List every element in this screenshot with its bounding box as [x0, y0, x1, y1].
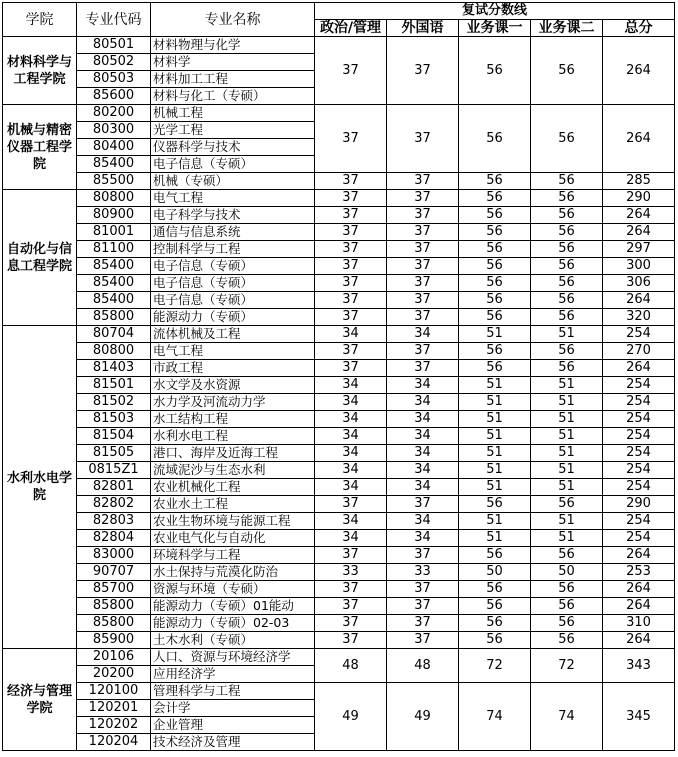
- table-row: [3, 224, 675, 241]
- total-score-cell: 264: [603, 632, 675, 649]
- major-code-cell: 85800: [77, 615, 151, 632]
- major-name-cell: 市政工程: [151, 360, 315, 377]
- politics-score-cell: 48: [315, 649, 387, 683]
- table-row: [3, 479, 675, 496]
- foreign-score-cell: 34: [387, 513, 459, 530]
- politics-score-cell: 49: [315, 683, 387, 751]
- total-score-cell: 254: [603, 513, 675, 530]
- course1-score-cell: 56: [459, 190, 531, 207]
- major-name-cell: 材料加工工程: [151, 71, 315, 88]
- course1-score-cell: 56: [459, 343, 531, 360]
- major-code-cell: 81505: [77, 445, 151, 462]
- major-code-cell: 81403: [77, 360, 151, 377]
- major-code-cell: 80900: [77, 207, 151, 224]
- course2-score-cell: 51: [531, 394, 603, 411]
- politics-score-cell: 37: [315, 632, 387, 649]
- course1-score-cell: 72: [459, 649, 531, 683]
- score-table: [2, 2, 675, 751]
- major-code-cell: 80300: [77, 122, 151, 139]
- politics-score-cell: 37: [315, 581, 387, 598]
- major-name-cell: 水工结构工程: [151, 411, 315, 428]
- course2-score-cell: 50: [531, 564, 603, 581]
- course1-score-cell: 56: [459, 309, 531, 326]
- course1-score-cell: 56: [459, 581, 531, 598]
- major-name-cell: 技术经济及管理: [151, 734, 315, 751]
- politics-score-cell: 37: [315, 360, 387, 377]
- foreign-score-cell: 34: [387, 326, 459, 343]
- politics-score-cell: 34: [315, 530, 387, 547]
- major-code-cell: 0815Z1: [77, 462, 151, 479]
- course2-score-cell: 56: [531, 547, 603, 564]
- course2-score-cell: 56: [531, 581, 603, 598]
- course2-score-cell: 56: [531, 258, 603, 275]
- politics-score-cell: 37: [315, 258, 387, 275]
- total-score-cell: 306: [603, 275, 675, 292]
- major-code-cell: 120202: [77, 717, 151, 734]
- total-score-cell: 285: [603, 173, 675, 190]
- course2-score-cell: 56: [531, 37, 603, 105]
- total-score-cell: 270: [603, 343, 675, 360]
- course1-score-cell: 56: [459, 292, 531, 309]
- major-name-cell: 电子信息（专硕）: [151, 258, 315, 275]
- major-name-cell: 电气工程: [151, 190, 315, 207]
- total-score-cell: 264: [603, 598, 675, 615]
- foreign-score-cell: 37: [387, 360, 459, 377]
- major-name-cell: 仪器科学与技术: [151, 139, 315, 156]
- table-row: [3, 496, 675, 513]
- course2-score-cell: 51: [531, 428, 603, 445]
- course1-score-cell: 51: [459, 428, 531, 445]
- course2-score-cell: 56: [531, 241, 603, 258]
- course2-score-cell: 56: [531, 292, 603, 309]
- major-code-cell: 85800: [77, 309, 151, 326]
- politics-score-cell: 37: [315, 241, 387, 258]
- course2-score-cell: 72: [531, 649, 603, 683]
- header-total: 总分: [603, 20, 675, 37]
- total-score-cell: 264: [603, 547, 675, 564]
- table-row: [3, 343, 675, 360]
- total-score-cell: 310: [603, 615, 675, 632]
- major-code-cell: 82801: [77, 479, 151, 496]
- major-code-cell: 80400: [77, 139, 151, 156]
- major-name-cell: 农业电气化与自动化: [151, 530, 315, 547]
- politics-score-cell: 37: [315, 37, 387, 105]
- major-code-cell: 81501: [77, 377, 151, 394]
- foreign-score-cell: 34: [387, 530, 459, 547]
- table-row: [3, 683, 675, 700]
- header-name: 专业名称: [151, 3, 315, 37]
- table-row: [3, 258, 675, 275]
- header-score-group: 复试分数线: [315, 3, 675, 20]
- foreign-score-cell: 37: [387, 37, 459, 105]
- foreign-score-cell: 33: [387, 564, 459, 581]
- total-score-cell: 297: [603, 241, 675, 258]
- major-code-cell: 120201: [77, 700, 151, 717]
- course1-score-cell: 51: [459, 411, 531, 428]
- table-row: [3, 615, 675, 632]
- course2-score-cell: 56: [531, 173, 603, 190]
- major-code-cell: 83000: [77, 547, 151, 564]
- header-course1: 业务课一: [459, 20, 531, 37]
- total-score-cell: 253: [603, 564, 675, 581]
- major-name-cell: 电子信息（专硕）: [151, 292, 315, 309]
- politics-score-cell: 33: [315, 564, 387, 581]
- course2-score-cell: 51: [531, 326, 603, 343]
- course1-score-cell: 50: [459, 564, 531, 581]
- foreign-score-cell: 37: [387, 258, 459, 275]
- major-name-cell: 应用经济学: [151, 666, 315, 683]
- politics-score-cell: 37: [315, 224, 387, 241]
- major-name-cell: 能源动力（专硕）02-03: [151, 615, 315, 632]
- major-name-cell: 农业机械化工程: [151, 479, 315, 496]
- total-score-cell: 254: [603, 530, 675, 547]
- major-code-cell: 85500: [77, 173, 151, 190]
- table-row: [3, 649, 675, 666]
- major-code-cell: 81100: [77, 241, 151, 258]
- politics-score-cell: 34: [315, 428, 387, 445]
- major-code-cell: 82802: [77, 496, 151, 513]
- major-code-cell: 20106: [77, 649, 151, 666]
- politics-score-cell: 37: [315, 309, 387, 326]
- total-score-cell: 320: [603, 309, 675, 326]
- foreign-score-cell: 37: [387, 343, 459, 360]
- course1-score-cell: 56: [459, 496, 531, 513]
- major-name-cell: 农业水土工程: [151, 496, 315, 513]
- politics-score-cell: 37: [315, 547, 387, 564]
- course1-score-cell: 51: [459, 445, 531, 462]
- course1-score-cell: 51: [459, 394, 531, 411]
- politics-score-cell: 34: [315, 411, 387, 428]
- major-code-cell: 80800: [77, 190, 151, 207]
- course2-score-cell: 56: [531, 343, 603, 360]
- table-row: [3, 241, 675, 258]
- major-name-cell: 电子信息（专硕）: [151, 156, 315, 173]
- table-row: [3, 581, 675, 598]
- major-name-cell: 人口、资源与环境经济学: [151, 649, 315, 666]
- politics-score-cell: 34: [315, 462, 387, 479]
- course1-score-cell: 56: [459, 547, 531, 564]
- foreign-score-cell: 37: [387, 292, 459, 309]
- course1-score-cell: 56: [459, 598, 531, 615]
- course1-score-cell: 74: [459, 683, 531, 751]
- course1-score-cell: 56: [459, 37, 531, 105]
- major-code-cell: 81502: [77, 394, 151, 411]
- course1-score-cell: 51: [459, 479, 531, 496]
- course1-score-cell: 56: [459, 207, 531, 224]
- major-code-cell: 20200: [77, 666, 151, 683]
- header-college: 学院: [3, 3, 77, 37]
- course1-score-cell: 56: [459, 360, 531, 377]
- major-name-cell: 农业生物环境与能源工程: [151, 513, 315, 530]
- total-score-cell: 254: [603, 462, 675, 479]
- table-row: [3, 530, 675, 547]
- major-code-cell: 85400: [77, 258, 151, 275]
- major-code-cell: 85400: [77, 292, 151, 309]
- course2-score-cell: 56: [531, 360, 603, 377]
- foreign-score-cell: 37: [387, 581, 459, 598]
- major-code-cell: 80200: [77, 105, 151, 122]
- total-score-cell: 254: [603, 377, 675, 394]
- major-code-cell: 82804: [77, 530, 151, 547]
- major-name-cell: 能源动力（专硕）: [151, 309, 315, 326]
- college-cell: 材料科学与工程学院: [3, 37, 77, 105]
- course2-score-cell: 56: [531, 615, 603, 632]
- course2-score-cell: 56: [531, 224, 603, 241]
- table-row: [3, 445, 675, 462]
- total-score-cell: 264: [603, 292, 675, 309]
- course2-score-cell: 56: [531, 275, 603, 292]
- course1-score-cell: 51: [459, 462, 531, 479]
- major-name-cell: 材料物理与化学: [151, 37, 315, 54]
- foreign-score-cell: 37: [387, 615, 459, 632]
- total-score-cell: 254: [603, 394, 675, 411]
- course2-score-cell: 51: [531, 513, 603, 530]
- table-row: [3, 37, 675, 54]
- course2-score-cell: 51: [531, 411, 603, 428]
- foreign-score-cell: 34: [387, 445, 459, 462]
- major-name-cell: 水文学及水资源: [151, 377, 315, 394]
- table-row: [3, 462, 675, 479]
- politics-score-cell: 37: [315, 207, 387, 224]
- foreign-score-cell: 37: [387, 241, 459, 258]
- major-code-cell: 120100: [77, 683, 151, 700]
- course2-score-cell: 74: [531, 683, 603, 751]
- table-row: [3, 105, 675, 122]
- major-name-cell: 材料学: [151, 54, 315, 71]
- header-course2: 业务课二: [531, 20, 603, 37]
- course2-score-cell: 51: [531, 462, 603, 479]
- politics-score-cell: 37: [315, 598, 387, 615]
- course1-score-cell: 56: [459, 275, 531, 292]
- major-code-cell: 82803: [77, 513, 151, 530]
- course1-score-cell: 51: [459, 377, 531, 394]
- major-name-cell: 资源与环境（专硕）: [151, 581, 315, 598]
- major-code-cell: 85800: [77, 598, 151, 615]
- major-name-cell: 机械（专硕）: [151, 173, 315, 190]
- total-score-cell: 264: [603, 360, 675, 377]
- foreign-score-cell: 37: [387, 173, 459, 190]
- politics-score-cell: 37: [315, 190, 387, 207]
- foreign-score-cell: 49: [387, 683, 459, 751]
- foreign-score-cell: 34: [387, 411, 459, 428]
- foreign-score-cell: 34: [387, 462, 459, 479]
- major-name-cell: 环境科学与工程: [151, 547, 315, 564]
- politics-score-cell: 34: [315, 445, 387, 462]
- politics-score-cell: 37: [315, 292, 387, 309]
- major-name-cell: 土木水利（专硕）: [151, 632, 315, 649]
- course1-score-cell: 56: [459, 173, 531, 190]
- total-score-cell: 254: [603, 445, 675, 462]
- table-row: [3, 598, 675, 615]
- table-row: [3, 326, 675, 343]
- table-row: [3, 173, 675, 190]
- major-code-cell: 85600: [77, 88, 151, 105]
- foreign-score-cell: 34: [387, 377, 459, 394]
- major-code-cell: 80704: [77, 326, 151, 343]
- total-score-cell: 300: [603, 258, 675, 275]
- table-row: [3, 632, 675, 649]
- table-row: [3, 275, 675, 292]
- table-row: [3, 513, 675, 530]
- major-name-cell: 机械工程: [151, 105, 315, 122]
- header-politics: 政治/管理: [315, 20, 387, 37]
- major-name-cell: 电子信息（专硕）: [151, 275, 315, 292]
- total-score-cell: 345: [603, 683, 675, 751]
- foreign-score-cell: 34: [387, 479, 459, 496]
- major-name-cell: 港口、海岸及近海工程: [151, 445, 315, 462]
- major-code-cell: 80503: [77, 71, 151, 88]
- major-name-cell: 通信与信息系统: [151, 224, 315, 241]
- college-cell: 经济与管理学院: [3, 649, 77, 751]
- major-code-cell: 85900: [77, 632, 151, 649]
- major-name-cell: 流域泥沙与生态水利: [151, 462, 315, 479]
- major-name-cell: 能源动力（专硕）01能动: [151, 598, 315, 615]
- course2-score-cell: 51: [531, 377, 603, 394]
- course2-score-cell: 56: [531, 598, 603, 615]
- total-score-cell: 254: [603, 428, 675, 445]
- foreign-score-cell: 37: [387, 632, 459, 649]
- course2-score-cell: 56: [531, 496, 603, 513]
- major-name-cell: 水土保持与荒漠化防治: [151, 564, 315, 581]
- course1-score-cell: 56: [459, 241, 531, 258]
- major-code-cell: 85400: [77, 156, 151, 173]
- total-score-cell: 254: [603, 326, 675, 343]
- total-score-cell: 264: [603, 207, 675, 224]
- course2-score-cell: 56: [531, 207, 603, 224]
- table-row: [3, 292, 675, 309]
- total-score-cell: 264: [603, 224, 675, 241]
- total-score-cell: 254: [603, 479, 675, 496]
- major-code-cell: 85400: [77, 275, 151, 292]
- table-row: [3, 309, 675, 326]
- politics-score-cell: 37: [315, 615, 387, 632]
- course1-score-cell: 51: [459, 326, 531, 343]
- course2-score-cell: 51: [531, 479, 603, 496]
- course1-score-cell: 56: [459, 224, 531, 241]
- total-score-cell: 343: [603, 649, 675, 683]
- total-score-cell: 290: [603, 496, 675, 513]
- table-row: [3, 547, 675, 564]
- total-score-cell: 290: [603, 190, 675, 207]
- foreign-score-cell: 48: [387, 649, 459, 683]
- table-row: [3, 394, 675, 411]
- total-score-cell: 264: [603, 105, 675, 173]
- politics-score-cell: 37: [315, 496, 387, 513]
- college-cell: 水利水电学院: [3, 326, 77, 649]
- major-code-cell: 81001: [77, 224, 151, 241]
- total-score-cell: 254: [603, 411, 675, 428]
- table-row: [3, 411, 675, 428]
- course1-score-cell: 56: [459, 258, 531, 275]
- table-row: [3, 190, 675, 207]
- foreign-score-cell: 37: [387, 598, 459, 615]
- foreign-score-cell: 37: [387, 105, 459, 173]
- header-code: 专业代码: [77, 3, 151, 37]
- course1-score-cell: 51: [459, 513, 531, 530]
- major-code-cell: 120204: [77, 734, 151, 751]
- politics-score-cell: 37: [315, 105, 387, 173]
- foreign-score-cell: 37: [387, 275, 459, 292]
- total-score-cell: 264: [603, 581, 675, 598]
- major-name-cell: 电子科学与技术: [151, 207, 315, 224]
- total-score-cell: 264: [603, 37, 675, 105]
- course1-score-cell: 56: [459, 632, 531, 649]
- course1-score-cell: 51: [459, 530, 531, 547]
- major-name-cell: 水利水电工程: [151, 428, 315, 445]
- college-cell: 自动化与信息工程学院: [3, 190, 77, 326]
- major-code-cell: 90707: [77, 564, 151, 581]
- course2-score-cell: 51: [531, 530, 603, 547]
- foreign-score-cell: 37: [387, 190, 459, 207]
- course1-score-cell: 56: [459, 615, 531, 632]
- table-row: [3, 360, 675, 377]
- major-name-cell: 材料与化工（专硕）: [151, 88, 315, 105]
- major-name-cell: 电气工程: [151, 343, 315, 360]
- politics-score-cell: 37: [315, 343, 387, 360]
- major-name-cell: 控制科学与工程: [151, 241, 315, 258]
- foreign-score-cell: 34: [387, 428, 459, 445]
- politics-score-cell: 34: [315, 394, 387, 411]
- politics-score-cell: 34: [315, 326, 387, 343]
- course2-score-cell: 56: [531, 309, 603, 326]
- table-row: [3, 377, 675, 394]
- course2-score-cell: 56: [531, 105, 603, 173]
- major-name-cell: 水力学及河流动力学: [151, 394, 315, 411]
- major-code-cell: 80800: [77, 343, 151, 360]
- foreign-score-cell: 37: [387, 547, 459, 564]
- course1-score-cell: 56: [459, 105, 531, 173]
- table-row: [3, 207, 675, 224]
- major-name-cell: 管理科学与工程: [151, 683, 315, 700]
- foreign-score-cell: 37: [387, 224, 459, 241]
- header-row: [3, 3, 675, 20]
- politics-score-cell: 34: [315, 377, 387, 394]
- politics-score-cell: 34: [315, 513, 387, 530]
- major-code-cell: 80502: [77, 54, 151, 71]
- table-row: [3, 428, 675, 445]
- table-row: [3, 564, 675, 581]
- foreign-score-cell: 37: [387, 207, 459, 224]
- politics-score-cell: 34: [315, 479, 387, 496]
- major-name-cell: 流体机械及工程: [151, 326, 315, 343]
- foreign-score-cell: 34: [387, 394, 459, 411]
- major-name-cell: 光学工程: [151, 122, 315, 139]
- college-cell: 机械与精密仪器工程学院: [3, 105, 77, 190]
- major-code-cell: 80501: [77, 37, 151, 54]
- major-code-cell: 85700: [77, 581, 151, 598]
- major-name-cell: 企业管理: [151, 717, 315, 734]
- major-name-cell: 会计学: [151, 700, 315, 717]
- major-code-cell: 81504: [77, 428, 151, 445]
- course2-score-cell: 56: [531, 632, 603, 649]
- header-foreign: 外国语: [387, 20, 459, 37]
- major-code-cell: 81503: [77, 411, 151, 428]
- foreign-score-cell: 37: [387, 496, 459, 513]
- foreign-score-cell: 37: [387, 309, 459, 326]
- politics-score-cell: 37: [315, 275, 387, 292]
- course2-score-cell: 56: [531, 190, 603, 207]
- politics-score-cell: 37: [315, 173, 387, 190]
- course2-score-cell: 51: [531, 445, 603, 462]
